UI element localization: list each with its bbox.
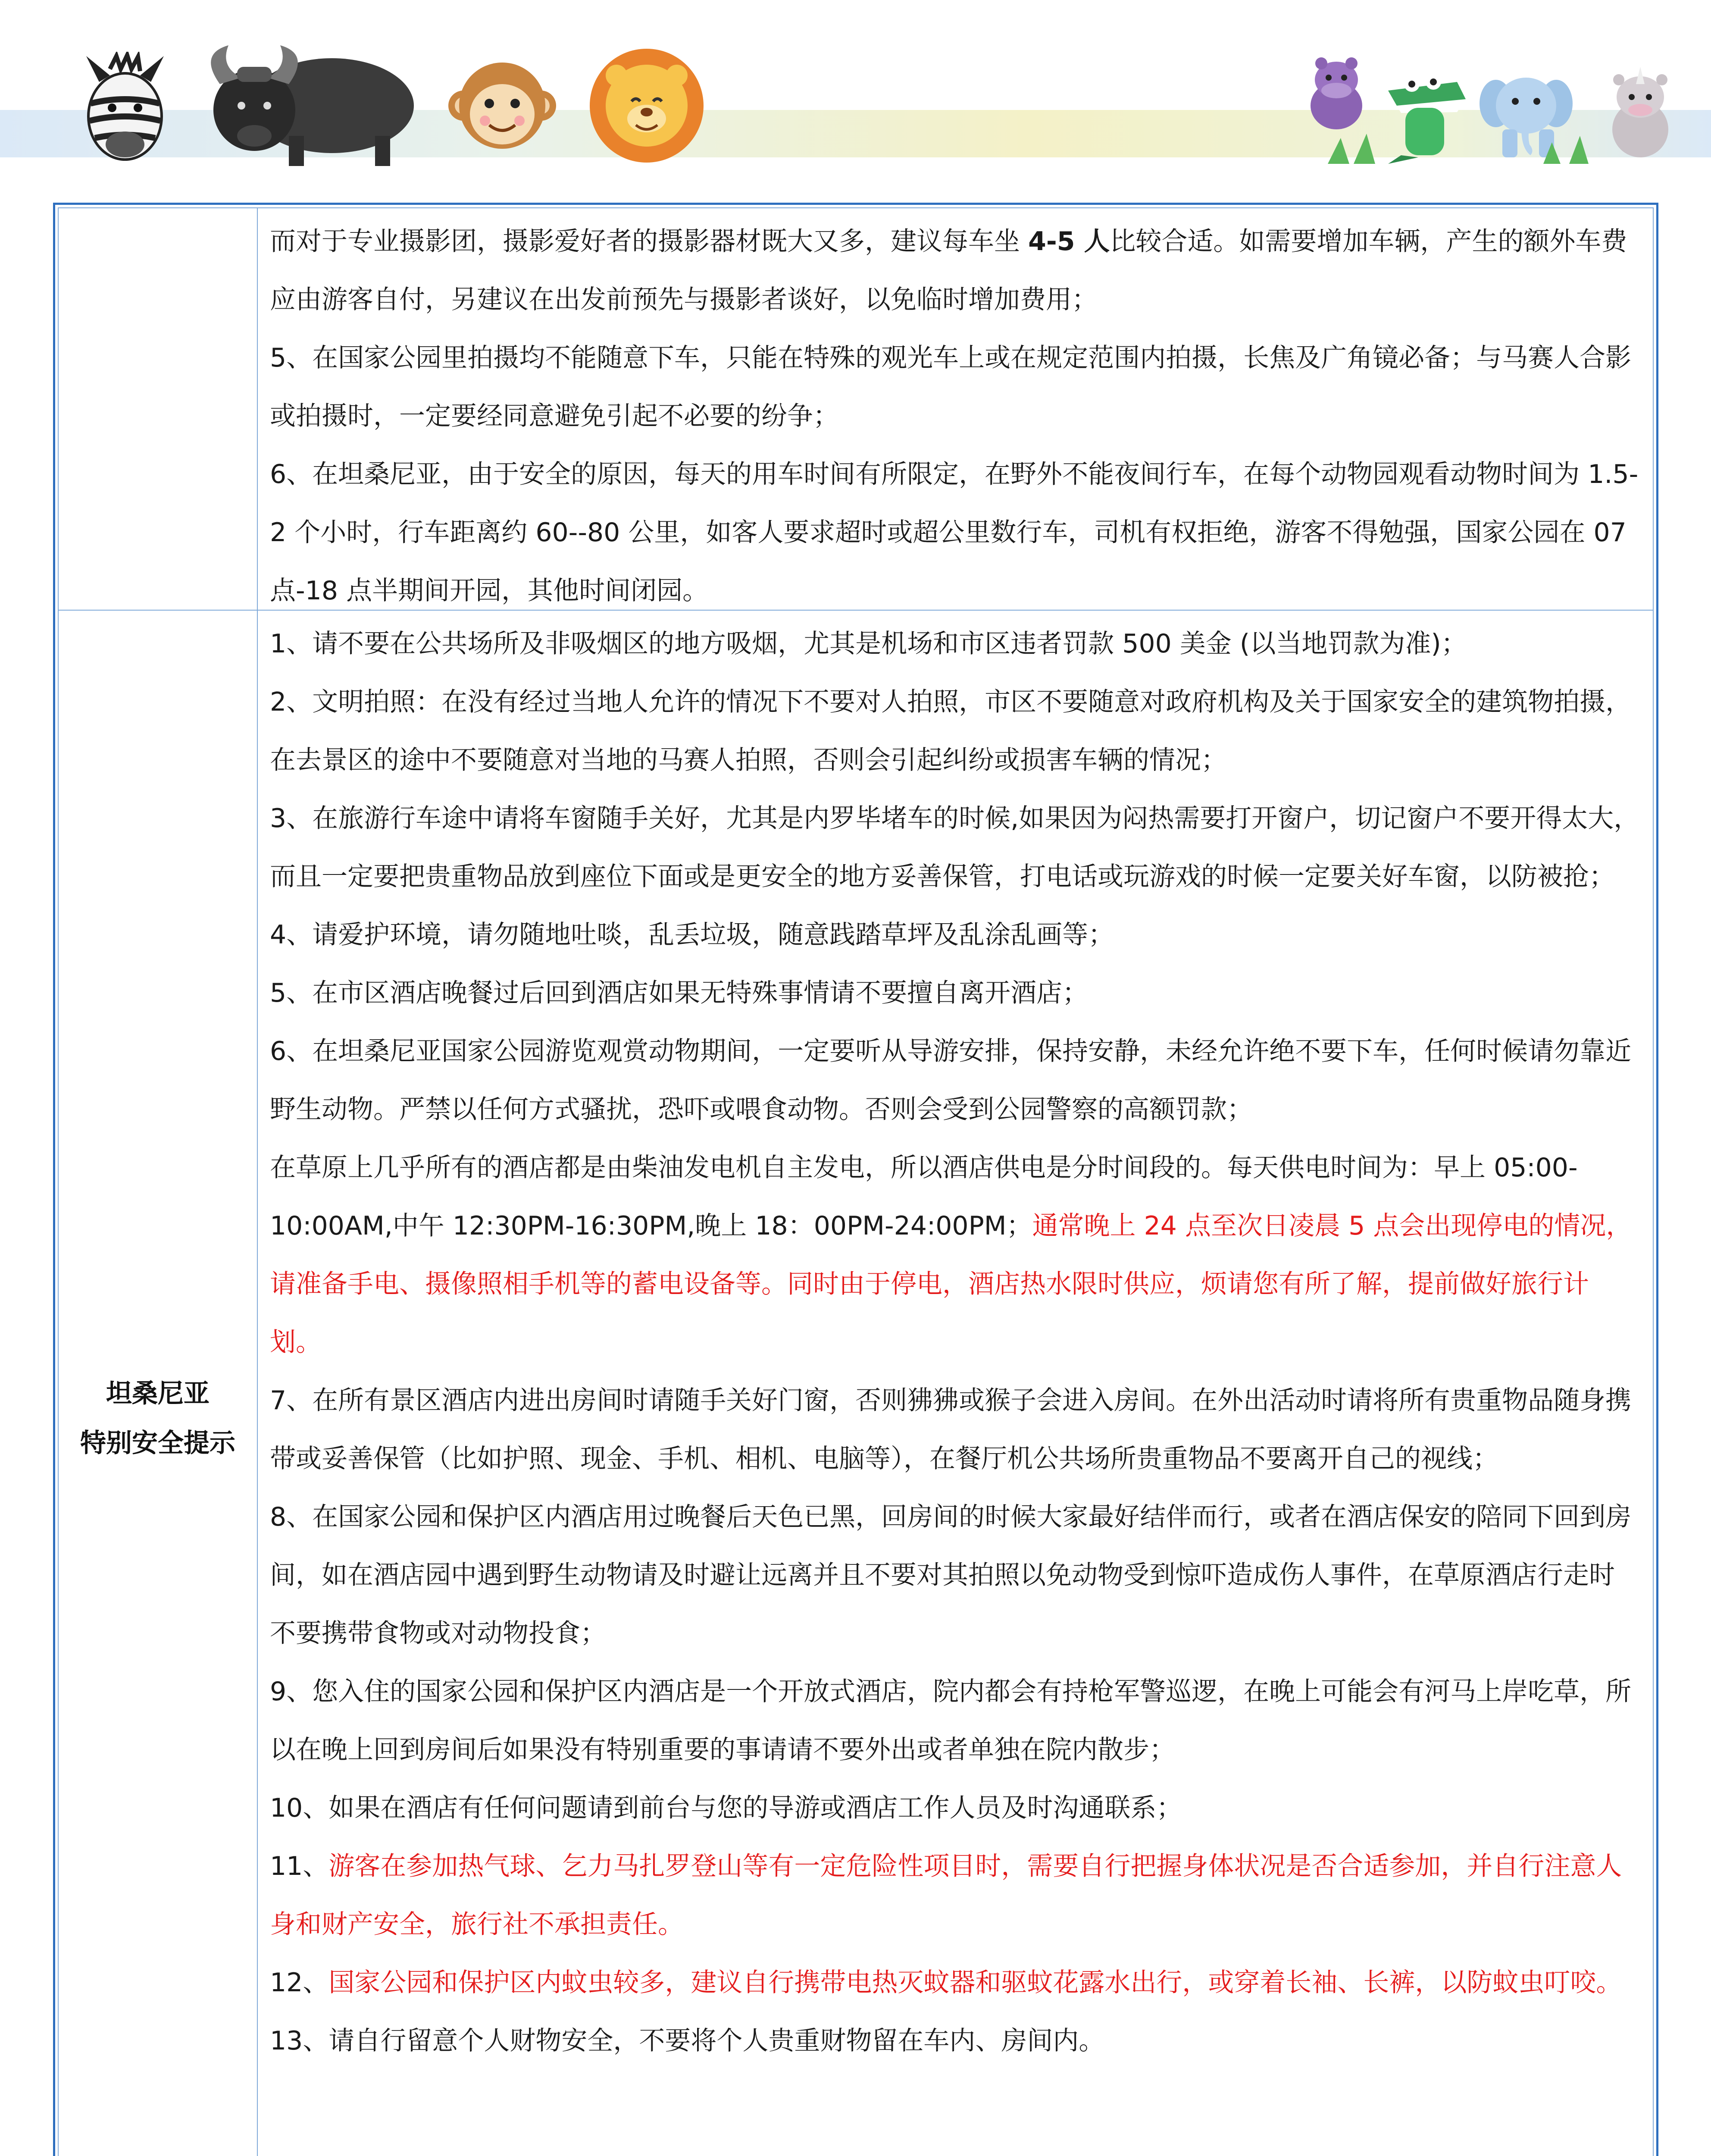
list-item <box>270 329 1640 445</box>
text-run: 1、请不要在公共场所及非吸烟区的地方吸烟，尤其是机场和市区违者罚款 500 美金 (以当地罚款为准)； <box>270 629 1467 659</box>
list-item <box>270 1022 1640 1139</box>
list-item <box>270 1779 1640 1837</box>
text-run: 6、在坦桑尼亚国家公园游览观赏动物期间，一定要听从导游安排，保持安静，未经允许绝不要下车，任何时候请勿靠近野生动物。严禁以任何方式骚扰，恐吓或喂食动物。否则会受到公园警察的高额罚款； <box>270 1036 1632 1125</box>
table-row <box>59 208 1653 611</box>
text-run-red: 通常晚上 24 点至次日凌晨 5 点会出现停电的情况，请准备手电、摄像照相手机等的蓄电设备等。同时由于停电，酒店热水限时供应，烦请您有所了解，提前做好旅行计划。 <box>270 1211 1632 1357</box>
list-item <box>270 1663 1640 1779</box>
list-item <box>270 615 1640 673</box>
text-run: 4、请爱护环境，请勿随地吐啖，乱丢垃圾，随意践踏草坪及乱涂乱画等； <box>270 920 1114 950</box>
list-item <box>270 1372 1640 1488</box>
section-label-line1: 坦桑尼亚 <box>106 1379 210 1409</box>
list-item <box>270 213 1640 329</box>
hippo-icon <box>1302 54 1371 132</box>
zebra-icon <box>69 52 181 164</box>
table-row <box>59 611 1653 2156</box>
text-run-red: 国家公园和保护区内蚊虫较多，建议自行携带电热灭蚊器和驱蚊花露水出行，或穿着长袖、长裤，以防蚊虫叮咬。 <box>328 1968 1622 1998</box>
list-item <box>270 906 1640 964</box>
text-run: 比较合适。如需要增加车辆，产生的额外车费应由游客自付，另建议在出发前预先与摄影者谈好，以免临时增加费用； <box>270 226 1627 315</box>
list-item <box>270 1954 1640 2012</box>
list-item <box>270 445 1640 620</box>
tips-table-inner <box>58 207 1654 2156</box>
text-run: 在草原上几乎所有的酒店都是由柴油发电机自主发电，所以酒店供电是分时间段的。每天供电时间为：早上 05:00-10:00AM,中午 12:30PM-16:30PM,晚上 18：00PM-24:00PM； <box>270 1153 1578 1241</box>
list-item <box>270 1488 1640 1663</box>
text-run: 3、在旅游行车途中请将车窗随手关好，尤其是内罗毕堵车的时候,如果因为闷热需要打开窗户，切记窗户不要开得太大，而且一定要把贵重物品放到座位下面或是更安全的地方妥善保管，打电话或玩游戏的时候一定要关好车窗，以防被抢； <box>270 803 1640 892</box>
text-run: 12、 <box>270 1968 329 1998</box>
list-item <box>270 2012 1640 2070</box>
tips-table <box>53 203 1658 2156</box>
monkey-icon <box>448 56 556 160</box>
row-content-cell <box>258 611 1653 2156</box>
text-run-red: 游客在参加热气球、乞力马扎罗登山等有一定危险性项目时，需要自行把握身体状况是否合适参加，并自行注意人身和财产安全，旅行社不承担责任。 <box>270 1851 1622 1940</box>
section-label-line2: 特别安全提示 <box>80 1428 235 1458</box>
row-label-cell <box>59 611 258 2156</box>
row-content-cell <box>258 208 1653 610</box>
list-item <box>270 790 1640 906</box>
row-label-cell <box>59 208 258 610</box>
lion-icon <box>586 45 707 166</box>
text-run: 5、在国家公园里拍摄均不能随意下车，只能在特殊的观光车上或在规定范围内拍摄，长焦及广角镜必备；与马赛人合影或拍摄时，一定要经同意避免引起不必要的纷争； <box>270 343 1632 431</box>
text-run: 5、在市区酒店晚餐过后回到酒店如果无特殊事情请不要擅自离开酒店； <box>270 978 1089 1008</box>
buffalo-icon <box>190 37 422 166</box>
text-run: 而对于专业摄影团，摄影爱好者的摄影器材既大又多，建议每车坐 <box>270 226 1029 257</box>
list-item <box>270 673 1640 790</box>
grass-decoration-icon <box>1328 129 1711 164</box>
text-run: 11、 <box>270 1851 329 1881</box>
header-banner <box>0 0 1711 172</box>
list-item <box>270 1837 1640 1954</box>
text-run: 6、在坦桑尼亚，由于安全的原因，每天的用车时间有所限定，在野外不能夜间行车，在每个动物园观看动物时间为 1.5-2 个小时，行车距离约 60--80 公里，如客人要求超时或超公里数行车，司机有权拒绝，游客不得勉强，国家公园在 07 点-18 点半期间开园，其他时间闭园。 <box>270 459 1639 606</box>
text-run-bold: 4-5 人 <box>1028 226 1110 257</box>
text-run: 13、请自行留意个人财物安全，不要将个人贵重财物留在车内、房间内。 <box>270 2026 1105 2056</box>
text-run: 10、如果在酒店有任何问题请到前台与您的导游或酒店工作人员及时沟通联系； <box>270 1793 1182 1823</box>
text-run: 2、文明拍照：在没有经过当地人允许的情况下不要对人拍照，市区不要随意对政府机构及关于国家安全的建筑物拍摄，在去景区的途中不要随意对当地的马赛人拍照，否则会引起纠纷或损害车辆的情况； <box>270 687 1632 775</box>
list-item <box>270 964 1640 1022</box>
text-run: 7、在所有景区酒店内进出房间时请随手关好门窗，否则狒狒或猴子会进入房间。在外出活动时请将所有贵重物品随身携带或妥善保管（比如护照、现金、手机、相机、电脑等），在餐厅机公共场所贵重物品不要离开自己的视线； <box>270 1385 1632 1474</box>
text-run: 8、在国家公园和保护区内酒店用过晚餐后天色已黑，回房间的时候大家最好结伴而行，或者在酒店保安的陪同下回到房间，如在酒店园中遇到野生动物请及时避让远离并且不要对其拍照以免动物受到惊吓造成伤人事件，在草原酒店行走时不要携带食物或对动物投食； <box>270 1502 1632 1648</box>
list-item <box>270 1139 1640 1372</box>
text-run: 9、您入住的国家公园和保护区内酒店是一个开放式酒店，院内都会有持枪军警巡逻，在晚上可能会有河马上岸吃草，所以在晚上回到房间后如果没有特别重要的事请请不要外出或者单独在院内散步； <box>270 1677 1632 1765</box>
